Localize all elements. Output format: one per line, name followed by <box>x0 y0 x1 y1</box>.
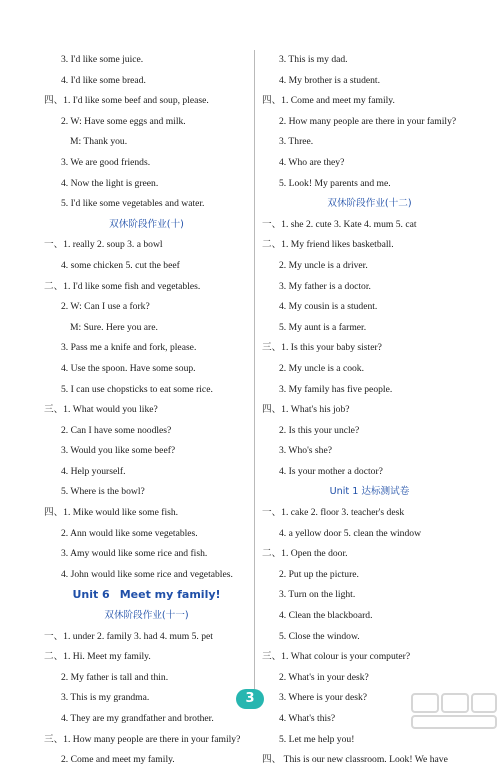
section-heading: 双休阶段作业(十一) <box>104 610 189 622</box>
answer-line: 2. W: Can I use a fork? <box>61 301 150 313</box>
section-heading: 双休阶段作业(十二) <box>327 198 412 210</box>
answer-line: 4. Now the light is green. <box>61 177 159 189</box>
answer-line: 2. My uncle is a driver. <box>279 259 368 271</box>
answer-line: 3. Who's she? <box>279 445 332 457</box>
answer-line: 2. Is this your uncle? <box>279 424 360 436</box>
answer-line: 5. Where is the bowl? <box>61 486 145 498</box>
answer-line: 三、1. What colour is your computer? <box>262 651 411 663</box>
answer-line: 5. I can use chopsticks to eat some rice. <box>61 383 213 395</box>
answer-line: 四、1. Come and meet my family. <box>262 95 395 107</box>
answer-line: 3. This is my grandma. <box>61 692 150 704</box>
answer-line: 2. Can I have some noodles? <box>61 424 172 436</box>
answer-line: 2. What's in your desk? <box>279 671 369 683</box>
answer-line: 2. My uncle is a cook. <box>279 362 364 374</box>
answer-line: 3. We are good friends. <box>61 156 151 168</box>
answer-line: 3. Where is your desk? <box>279 692 368 704</box>
answer-line: 一、1. under 2. family 3. had 4. mum 5. pet <box>44 630 213 642</box>
answer-line: 4. They are my grandfather and brother. <box>61 713 214 724</box>
answer-line: 3. Would you like some beef? <box>61 445 176 457</box>
page-number-badge: 3 <box>236 689 264 709</box>
answer-line: 4. a yellow door 5. clean the window <box>279 527 422 539</box>
answer-line: 四、1. What's his job? <box>262 404 350 416</box>
answer-line: 四、 This is our new classroom. Look! We have <box>262 754 448 766</box>
right-answer-column <box>262 50 477 771</box>
answer-line: 3. Amy would like some rice and fish. <box>61 548 208 560</box>
answer-line: 3. My father is a doctor. <box>279 280 371 292</box>
answer-line: 二、1. I'd like some fish and vegetables. <box>44 280 201 292</box>
answer-line: 3. Pass me a knife and fork, please. <box>61 342 197 354</box>
answer-line: 3. Turn on the light. <box>279 589 356 601</box>
answer-line: 2. Ann would like some vegetables. <box>61 527 198 539</box>
watermark-logo-icon <box>410 690 498 732</box>
answer-line: 3. This is my dad. <box>279 54 348 65</box>
answer-line: 2. How many people are there in your family? <box>279 115 457 127</box>
answer-line: 4. My brother is a student. <box>279 74 380 86</box>
answer-line: 3. Three. <box>279 136 314 148</box>
answer-line: 四、1. Mike would like some fish. <box>44 507 179 519</box>
unit-title <box>44 585 249 606</box>
answer-line: 四、1. I'd like some beef and soup, please. <box>44 95 209 107</box>
answer-line: 二、1. Open the door. <box>262 548 348 560</box>
answer-line: 4. Clean the blackboard. <box>279 610 373 622</box>
answer-line: 2. My father is tall and thin. <box>61 671 169 683</box>
answer-line: 4. I'd like some bread. <box>61 74 146 86</box>
answer-line: 2. Put up the picture. <box>279 568 359 580</box>
answer-line: 4. Is your mother a doctor? <box>279 465 383 477</box>
answer-line: 5. I'd like some vegetables and water. <box>61 198 205 210</box>
answer-line: 4. Use the spoon. Have some soup. <box>61 362 196 374</box>
section-heading: Unit 1 达标测试卷 <box>329 486 410 498</box>
answer-line: 一、1. cake 2. floor 3. teacher's desk <box>262 507 405 519</box>
unit-number: Unit 6 <box>72 588 110 602</box>
answer-line: 一、1. she 2. cute 3. Kate 4. mum 5. cat <box>262 218 417 230</box>
answer-line: 三、1. How many people are there in your family? <box>44 733 241 745</box>
answer-line: 5. My aunt is a farmer. <box>279 321 367 333</box>
answer-line: 5. Let me help you! <box>279 733 355 745</box>
column-divider <box>254 50 255 690</box>
answer-line: M: Thank you. <box>70 136 128 148</box>
answer-line: 2. Come and meet my family. <box>61 754 175 766</box>
answer-line: M: Sure. Here you are. <box>70 321 158 333</box>
answer-line: 二、1. Hi. Meet my family. <box>44 651 151 663</box>
answer-line: 4. Help yourself. <box>61 465 126 477</box>
answer-line: 二、1. My friend likes basketball. <box>262 239 394 251</box>
answer-line: 4. What's this? <box>279 713 336 724</box>
answer-line: 5. Close the window. <box>279 630 360 642</box>
left-answer-column <box>44 50 249 771</box>
answer-line: 3. I'd like some juice. <box>61 54 144 65</box>
answer-line: 4. My cousin is a student. <box>279 301 378 313</box>
answer-line: 3. My family has five people. <box>279 383 393 395</box>
unit-name: Meet my family! <box>119 588 221 602</box>
answer-line: 5. Look! My parents and me. <box>279 177 391 189</box>
answer-line: 2. W: Have some eggs and milk. <box>61 115 186 127</box>
answer-line: 三、1. Is this your baby sister? <box>262 342 382 354</box>
answer-line: 4. John would like some rice and vegetables. <box>61 568 233 580</box>
answer-line: 一、1. really 2. soup 3. a bowl <box>44 239 163 251</box>
section-heading: 双休阶段作业(十) <box>109 218 184 230</box>
answer-line: 4. Who are they? <box>279 156 345 168</box>
answer-line: 三、1. What would you like? <box>44 404 158 416</box>
answer-line: 4. some chicken 5. cut the beef <box>61 259 180 271</box>
